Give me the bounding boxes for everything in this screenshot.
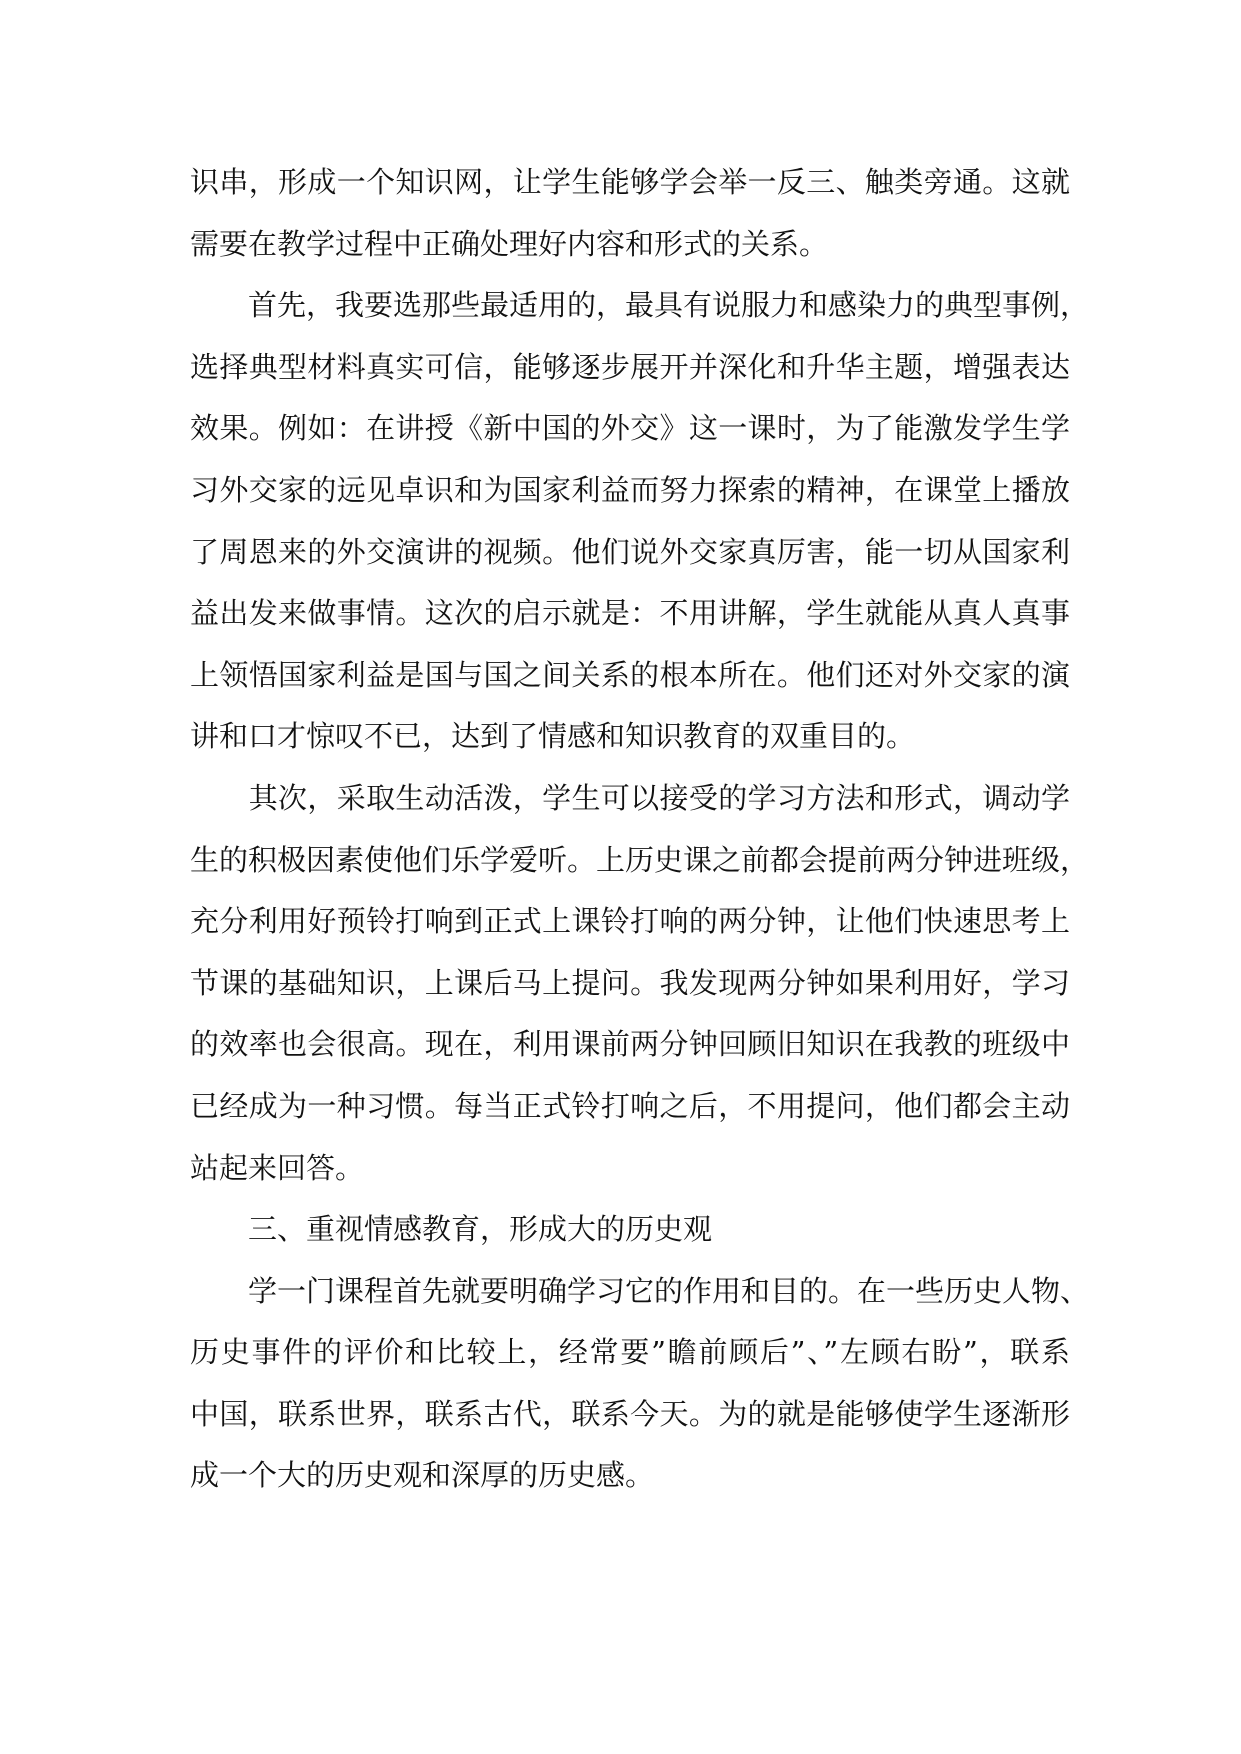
text-line: 需要在教学过程中正确处理好内容和形式的关系。 — [190, 226, 829, 261]
text-line: 其次，采取生动活泼，学生可以接受的学习方法和形式，调动学 — [190, 780, 1070, 815]
text-line: 选择典型材料真实可信，能够逐步展开并深化和升华主题，增强表达 — [190, 349, 1070, 384]
text-line: 中国，联系世界，联系古代，联系今天。为的就是能够使学生逐渐形 — [190, 1396, 1070, 1431]
text-line: 习外交家的远见卓识和为国家利益而努力探索的精神，在课堂上播放 — [190, 472, 1070, 507]
text-line: 讲和口才惊叹不已，达到了情感和知识教育的双重目的。 — [190, 719, 916, 754]
text-line: 学一门课程首先就要明确学习它的作用和目的。在一些历史人物、 — [190, 1273, 1090, 1308]
text-line: 历史事件的评价和比较上，经常要”瞻前顾后”、”左顾右盼”，联系 — [190, 1335, 1070, 1370]
text-line: 了周恩来的外交演讲的视频。他们说外交家真厉害，能一切从国家利 — [190, 534, 1070, 569]
body-text — [190, 152, 1090, 1507]
text-line: 益出发来做事情。这次的启示就是：不用讲解，学生就能从真人真事 — [190, 596, 1070, 631]
text-line: 充分利用好预铃打响到正式上课铃打响的两分钟，让他们快速思考上 — [190, 904, 1070, 939]
text-line: 上领悟国家利益是国与国之间关系的根本所在。他们还对外交家的演 — [190, 657, 1070, 692]
section-heading: 三、重视情感教育，形成大的历史观 — [190, 1212, 713, 1247]
text-line: 识串，形成一个知识网，让学生能够学会举一反三、触类旁通。这就 — [190, 165, 1070, 199]
text-line: 的效率也会很高。现在，利用课前两分钟回顾旧知识在我教的班级中 — [190, 1027, 1070, 1062]
text-line: 已经成为一种习惯。每当正式铃打响之后，不用提问，他们都会主动 — [190, 1088, 1070, 1123]
text-line: 首先，我要选那些最适用的，最具有说服力和感染力的典型事例， — [190, 288, 1090, 323]
text-line: 效果。例如：在讲授《新中国的外交》这一课时，为了能激发学生学 — [190, 411, 1070, 446]
text-line: 成一个大的历史观和深厚的历史感。 — [190, 1458, 655, 1493]
text-line: 节课的基础知识，上课后马上提问。我发现两分钟如果利用好，学习 — [190, 965, 1070, 1000]
text-line: 生的积极因素使他们乐学爱听。上历史课之前都会提前两分钟进班级， — [190, 842, 1090, 877]
text-line: 站起来回答。 — [190, 1150, 365, 1185]
